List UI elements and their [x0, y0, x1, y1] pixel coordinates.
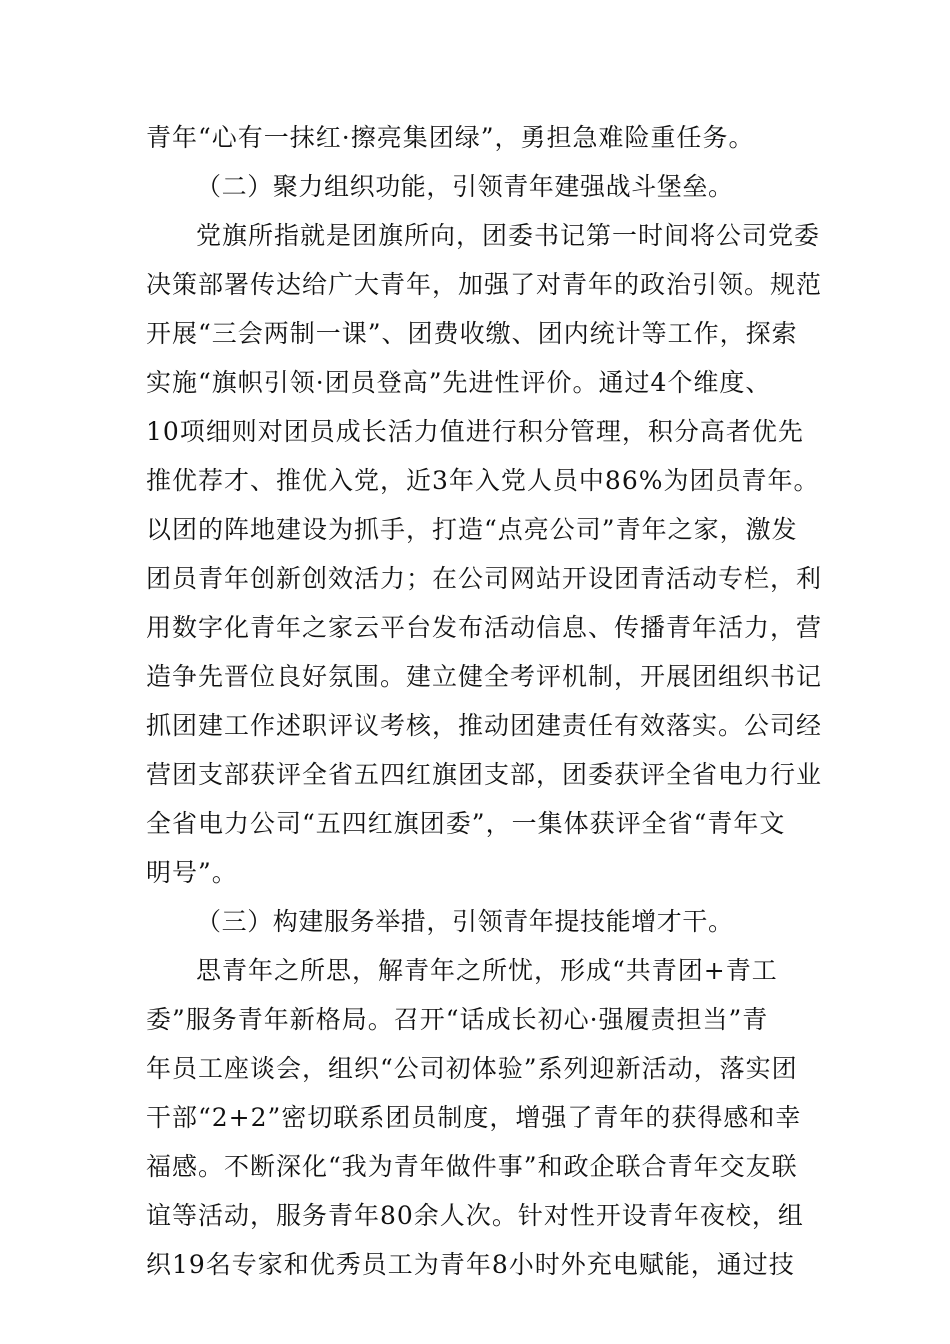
paragraph-first-line: 党旗所指就是团旗所向，团委书记第一时间将公司党委	[196, 221, 821, 250]
text-line: 年员工座谈会，组织“公司初体验”系列迎新活动，落实团	[146, 1054, 798, 1083]
text-line: 营团支部获评全省五四红旗团支部，团委获评全省电力行业	[146, 760, 823, 789]
text-line: 团员青年创新创效活力；在公司网站开设团青活动专栏，利	[146, 564, 823, 593]
text-line: 决策部署传达给广大青年，加强了对青年的政治引领。规范	[146, 270, 823, 299]
text-line: 谊等活动，服务青年80余人次。针对性开设青年夜校，组	[146, 1201, 804, 1230]
section-heading: （三）构建服务举措，引领青年提技能增才干。	[196, 907, 734, 936]
text-line: 青年“心有一抹红·擦亮集团绿”，勇担急难险重任务。	[146, 123, 755, 152]
text-line: 抓团建工作述职评议考核，推动团建责任有效落实。公司经	[146, 711, 823, 740]
text-line: 福感。不断深化“我为青年做件事”和政企联合青年交友联	[146, 1152, 798, 1181]
text-line: 织19名专家和优秀员工为青年8小时外充电赋能，通过技	[146, 1250, 795, 1279]
text-line: 开展“三会两制一课”、团费收缴、团内统计等工作，探索	[146, 319, 798, 348]
text-line: 10项细则对团员成长活力值进行积分管理，积分高者优先	[146, 417, 804, 446]
text-line: 实施“旗帜引领·团员登高”先进性评价。通过4个维度、	[146, 368, 772, 397]
text-line: 委”服务青年新格局。召开“话成长初心·强履责担当”青	[146, 1005, 769, 1034]
paragraph-first-line: 思青年之所思，解青年之所忧，形成“共青团+青工	[196, 956, 778, 985]
text-line: 推优荐才、推优入党，近3年入党人员中86%为团员青年。	[146, 466, 820, 495]
text-line: 明号”。	[146, 858, 238, 887]
text-line: 造争先晋位良好氛围。建立健全考评机制，开展团组织书记	[146, 662, 823, 691]
text-line: 全省电力公司“五四红旗团委”，一集体获评全省“青年文	[146, 809, 786, 838]
text-line: 以团的阵地建设为抓手，打造“点亮公司”青年之家，激发	[146, 515, 798, 544]
text-line: 用数字化青年之家云平台发布活动信息、传播青年活力，营	[146, 613, 823, 642]
section-heading: （二）聚力组织功能，引领青年建强战斗堡垒。	[196, 172, 734, 201]
text-line: 干部“2+2”密切联系团员制度，增强了青年的获得感和幸	[146, 1103, 802, 1132]
